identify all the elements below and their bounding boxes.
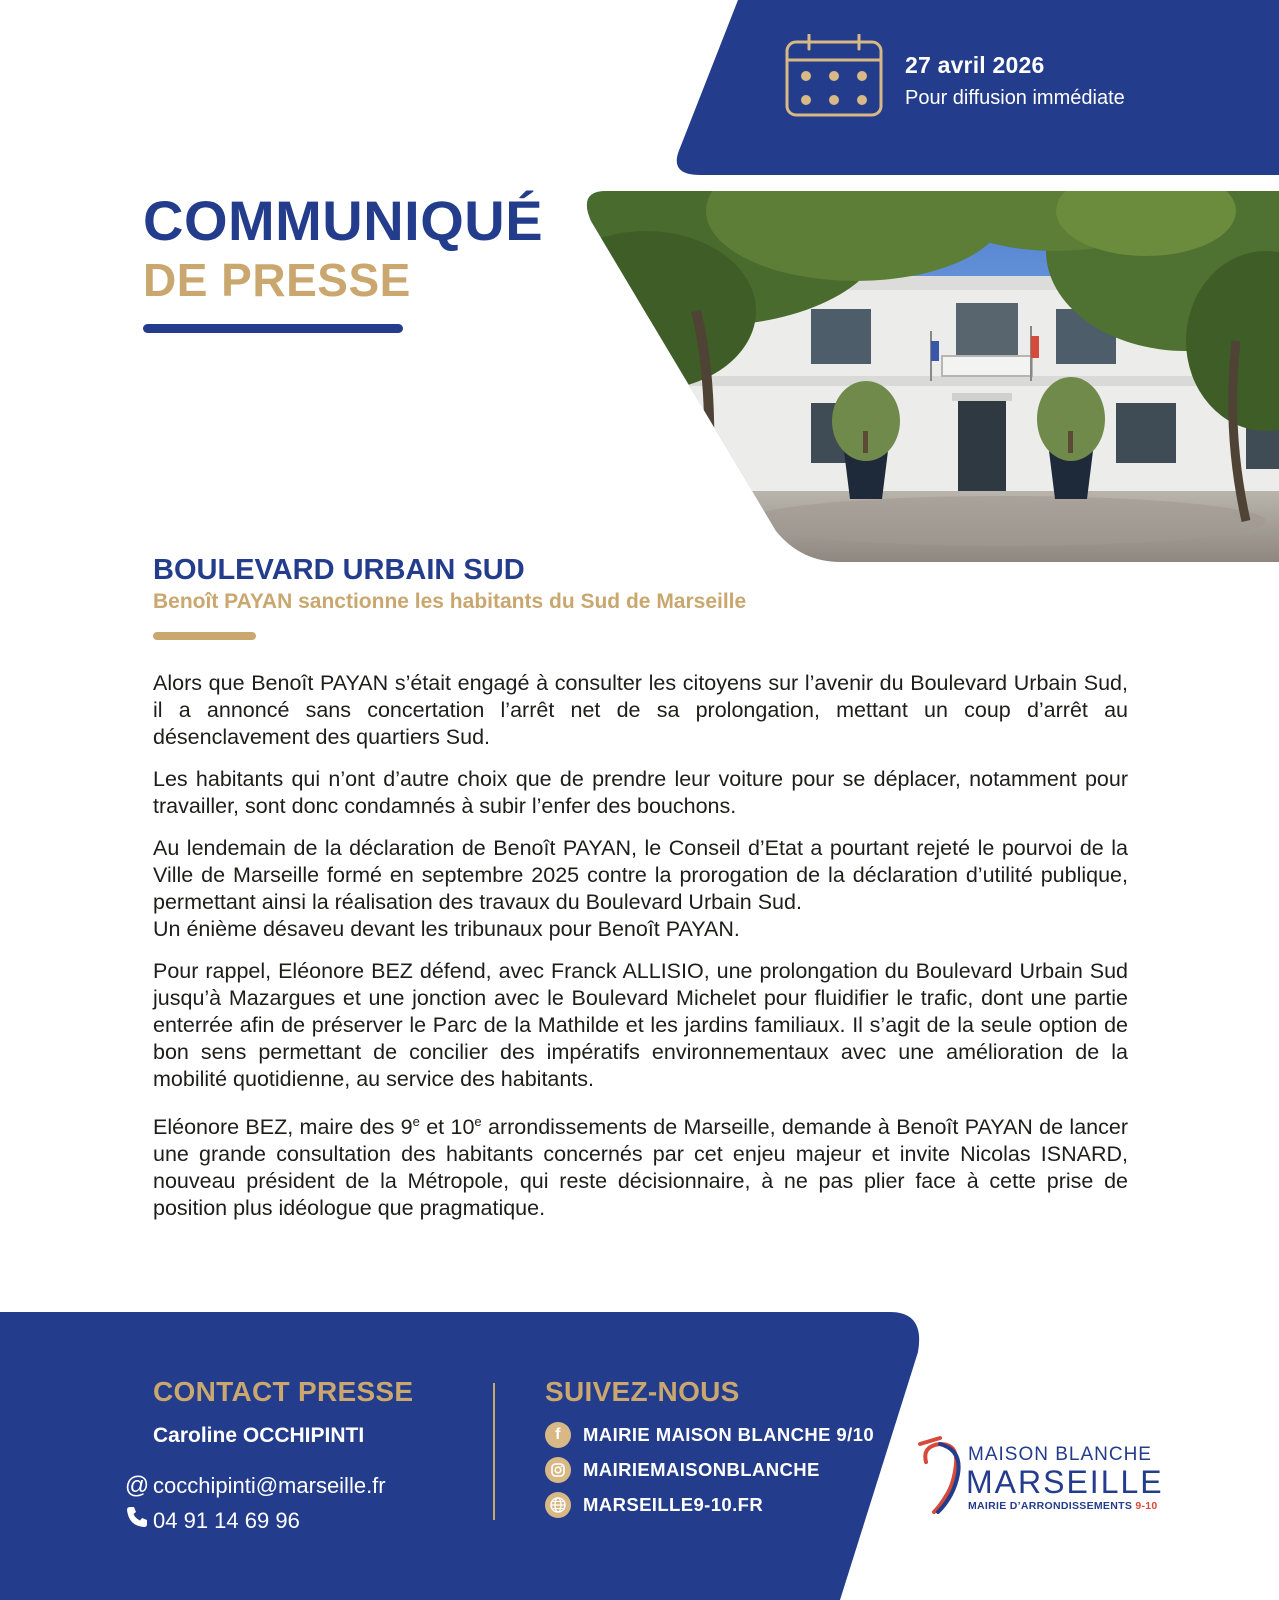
- email-icon: @: [124, 1472, 150, 1499]
- article-body: [153, 670, 1128, 1237]
- social-facebook-label: MAIRIE MAISON BLANCHE 9/10: [583, 1424, 875, 1445]
- contact-email-text: cocchipinti@marseille.fr: [153, 1473, 386, 1498]
- contact-phone[interactable]: [123, 1505, 300, 1536]
- social-website[interactable]: [545, 1492, 763, 1518]
- body-paragraph-3-text: Au lendemain de la déclaration de Benoît PAYAN, le Conseil d’Etat a pourtant rejeté le pourvoi de la Ville de Marseille formé en septembre 2025 contre la prorogation de la déclaration d’utilité publique, permettant ainsi la réalisation des travaux du Boulevard Urbain Sud.: [153, 836, 1128, 914]
- social-instagram-label: MAIRIEMAISONBLANCHE: [583, 1459, 820, 1480]
- p5-sup-2: e: [474, 1114, 482, 1129]
- social-website-label: MARSEILLE9-10.FR: [583, 1494, 764, 1515]
- release-date: 27 avril 2026: [905, 52, 1045, 78]
- p5-part-b: et 10: [419, 1115, 475, 1140]
- body-paragraph-3: [153, 835, 1128, 916]
- date-block: [905, 52, 1125, 110]
- logo-text-mairie: [968, 1500, 1158, 1512]
- headline-underline: [153, 632, 256, 640]
- contact-phone-text: 04 91 14 69 96: [153, 1507, 300, 1533]
- doc-title-line2: DE PRESSE: [143, 254, 411, 306]
- follow-title: SUIVEZ-NOUS: [545, 1376, 740, 1407]
- p5-sup-1: e: [412, 1114, 420, 1129]
- body-paragraph-5: [153, 1108, 1128, 1222]
- contact-title: CONTACT PRESSE: [153, 1376, 414, 1407]
- article-headline: BOULEVARD URBAIN SUD: [153, 554, 525, 586]
- body-paragraph-3b: Un énième désaveu devant les tribunaux pour Benoît PAYAN.: [153, 917, 740, 941]
- social-facebook[interactable]: [545, 1422, 874, 1448]
- footer-divider: [493, 1383, 495, 1520]
- contact-name: Caroline OCCHIPINTI: [153, 1424, 365, 1447]
- release-status: Pour diffusion immédiate: [905, 87, 1125, 109]
- body-paragraph-2: Les habitants qui n’ont d’autre choix que de prendre leur voiture pour se déplacer, notamment pour travailler, sont donc condamnés à subir l’enfer des bouchons.: [153, 767, 1128, 818]
- body-paragraph-1: Alors que Benoît PAYAN s’était engagé à consulter les citoyens sur l’avenir du Boulevard Urbain Sud, il a annoncé sans concertation l’arrêt net de sa prolongation, mettant un coup d’arrêt au désenclavement des quartiers Sud.: [153, 671, 1128, 749]
- p5-part-a: Eléonore BEZ, maire des 9: [153, 1115, 413, 1140]
- social-instagram[interactable]: [545, 1457, 820, 1483]
- globe-icon: [545, 1492, 571, 1518]
- facebook-icon: f: [545, 1422, 571, 1448]
- town-hall-photo: [586, 191, 1279, 562]
- instagram-icon: [545, 1457, 571, 1483]
- article-subheadline: Benoît PAYAN sanctionne les habitants du Sud de Marseille: [153, 590, 747, 613]
- logo-text-mairie-number: 9-10: [1135, 1500, 1158, 1512]
- body-paragraph-4: Pour rappel, Eléonore BEZ défend, avec Franck ALLISIO, une prolongation du Boulevard Urbain Sud jusqu’à Mazargues et une jonction avec le Boulevard Michelet pour fluidifier le trafic, dont une partie enterrée afin de préserver le Parc de la Mathilde et les jardins familiaux. Il s’agit de la seule option de bon sens permettant de concilier des impératifs environnementaux avec une amélioration de la mobilité quotidienne, au service des habitants.: [153, 959, 1128, 1091]
- logo-text-marseille: MARSEILLE: [966, 1464, 1164, 1500]
- title-underline: [143, 324, 403, 333]
- contact-email[interactable]: [123, 1472, 386, 1500]
- p5-part-c: arrondissements de Marseille, demande à Benoît PAYAN de lancer une grande consultation des habitants concernés par cet enjeu majeur et invite Nicolas ISNARD, nouveau président de la Métropole, qui reste décisionnaire, à ne pas plier face à cette prise de position plus idéologue que pragmatique.: [153, 1115, 1128, 1221]
- logo-text-maison-blanche: MAISON BLANCHE: [968, 1444, 1152, 1465]
- logo-text-mairie-label: MAIRIE D’ARRONDISSEMENTS: [968, 1500, 1133, 1512]
- calendar-icon: [784, 34, 884, 118]
- doc-title-line1: COMMUNIQUÉ: [143, 189, 544, 252]
- phone-icon: [123, 1505, 151, 1536]
